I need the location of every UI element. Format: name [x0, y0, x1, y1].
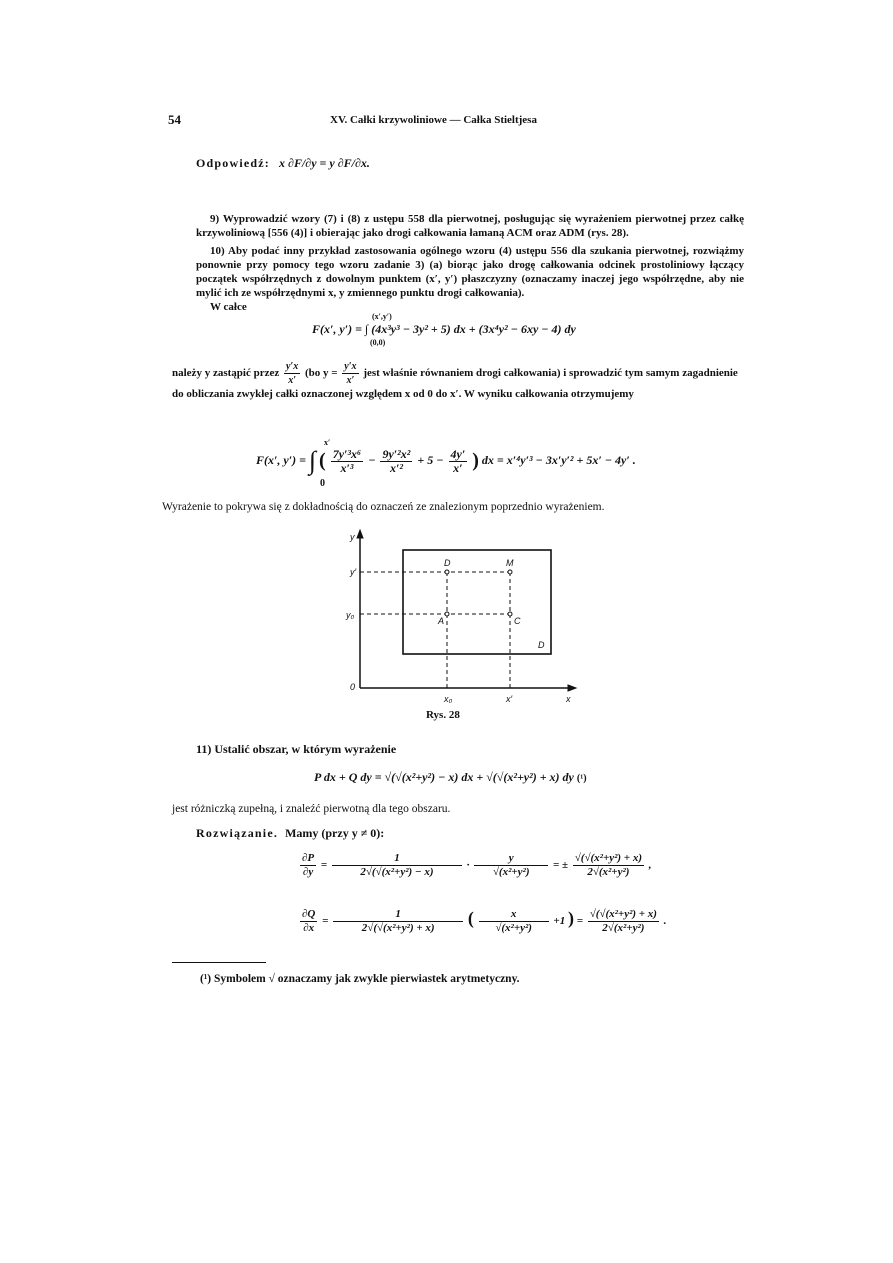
- dP-lhs-den: ∂y: [302, 866, 314, 878]
- item10-text2-a: należy y zastąpić przez: [172, 367, 280, 380]
- i2-frac2: [380, 448, 412, 475]
- label-origin: 0: [350, 682, 356, 692]
- page-number: 54: [168, 112, 181, 127]
- y-arrow: [357, 530, 363, 538]
- answer-block: [196, 156, 370, 171]
- i2-f2-num: 9y′²x²: [382, 446, 411, 461]
- i2-plus5: + 5 −: [417, 452, 444, 467]
- dQ-rhs-num: √(√(x²+y²) + x): [589, 908, 657, 920]
- x-arrow: [568, 685, 576, 691]
- item11-text2: jest różniczką zupełną, i znaleźć pierwotną dla tego obszaru.: [172, 803, 451, 815]
- label-y-axis: y: [350, 532, 355, 542]
- w-calce: W całce: [210, 301, 247, 313]
- frac-yx2-den: x′: [346, 375, 355, 386]
- integral2-rhs: dx = x′⁴y′³ − 3x′y′² + 5x′ − 4y′ .: [481, 452, 636, 467]
- footnote-rule: [172, 962, 266, 963]
- dP-f2-den: √(x²+y²): [492, 866, 530, 878]
- integral2-lower: 0: [320, 478, 325, 489]
- i2-f3-den: x′: [453, 460, 463, 475]
- figure-caption: Rys. 28: [426, 709, 460, 721]
- dQ-f1-num: 1: [333, 908, 463, 922]
- label-region-D: D: [538, 640, 545, 650]
- item10-text2-c: jest właśnie równaniem drogi całkowania) i sprowadzić tym samym zagadnienie do obliczania zwykłej całki oznaczonej względem x od 0 do x′. W wyniku całkowania otrzymujemy: [172, 367, 738, 400]
- point-M-dot: [508, 570, 512, 574]
- label-y0: y₀: [346, 610, 355, 620]
- item-9-text: 9) Wyprowadzić wzory (7) i (8) z ustępu 558 dla pierwotnej, posługując się wyrażeniem pierwotnej przez całkę krzywoliniową [556 (4)] i obierając jako drogi całkowania łamaną ACM oraz ADM (rys. 28).: [196, 213, 744, 239]
- formula-dQ-dx: $\frac{\partial Q}{\partial x}$ = $\frac{1}{\text{2√(√(x²+y²) + x)}}$ ( $\frac{x}{\text{√(x²+y²)}}$ +1 ) = $\frac{\text{√(√(x²+y²) + x)}}{\text{2√(x²+y²)}}$ .: [302, 908, 667, 934]
- label-x-axis: x: [566, 694, 571, 704]
- figure-28: [340, 528, 580, 708]
- dQ-f2-num: x: [479, 908, 549, 922]
- answer-label: Odpowiedź:: [196, 156, 271, 170]
- dP-f2-num: y: [474, 852, 548, 866]
- dQ-f1-den: 2√(√(x²+y²) + x): [361, 922, 435, 934]
- label-D: D: [444, 558, 451, 568]
- label-M: M: [506, 558, 514, 568]
- point-C-dot: [508, 612, 512, 616]
- conclusion: Wyrażenie to pokrywa się z dokładnością do oznaczeń ze znalezionym poprzednio wyrażeniem.: [162, 501, 605, 513]
- integral1-upper: (x′,y′): [372, 312, 392, 321]
- integral1: F(x′, y′) = ∫ (4x³y³ − 3y² + 5) dx + (3x⁴y² − 6xy − 4) dy: [312, 322, 576, 336]
- dQ-lhs-den: ∂x: [303, 922, 315, 934]
- label-yprime: y′: [350, 567, 357, 577]
- dQ-f2-den: √(x²+y²): [495, 922, 532, 934]
- label-x0: x₀: [444, 694, 453, 704]
- i2-f3-num: 4y′: [450, 446, 466, 461]
- label-C: C: [514, 616, 521, 626]
- integral2-lhs: F(x′, y′) =: [256, 452, 306, 467]
- point-D-dot: [445, 570, 449, 574]
- answer-formula: x ∂F/∂y = y ∂F/∂x.: [279, 156, 370, 170]
- dP-rhs-den: 2√(x²+y²): [587, 866, 630, 878]
- frac-yx2-num: y′x: [344, 361, 357, 372]
- integral2-upper: x′: [324, 438, 331, 447]
- running-title: XV. Całki krzywoliniowe — Całka Stieltjesa: [330, 114, 537, 126]
- i2-f1-den: x′³: [340, 460, 354, 475]
- item-10-text: 10) Aby podać inny przykład zastosowania ogólnego wzoru (4) ustępu 556 dla szukania pierwotnej, rozwiążmy ponownie przy pomocy tego wzoru zadanie 3) (a) biorąc jako drogę całkowania odcinek prostoliniowy łączący początek współrzędnych z dowolnym punktem (x′, y′) płaszczyzny (oznaczamy inaczej jego współrzędne, aby nie mylić ich ze współrzędnymi x, y zmiennego punktu drogi całkowania).: [196, 245, 744, 299]
- dQ-rhs-den: 2√(x²+y²): [602, 922, 645, 934]
- integral1-lower: (0,0): [370, 338, 386, 347]
- point-A-dot: [445, 612, 449, 616]
- frac-yx: [284, 360, 300, 387]
- solution-text: Mamy (przy y ≠ 0):: [285, 826, 385, 840]
- i2-frac1: [331, 448, 363, 475]
- dP-f1-num: 1: [332, 852, 462, 866]
- i2-f2-den: x′²: [389, 460, 403, 475]
- footnote-ref: (¹): [576, 773, 587, 784]
- solution-line: [196, 826, 384, 841]
- item10-line2: [172, 360, 752, 401]
- item-11-text: 11) Ustalić obszar, w którym wyrażenie: [196, 742, 397, 756]
- region-rect: [403, 550, 551, 654]
- i2-f1-num: 7y′³x⁶: [332, 446, 362, 461]
- integral2: F(x′, y′) = ∫ ( $\frac{\text{7y′³x⁶}}{\text{x′³}}$ − $\frac{\text{9y′²x²}}{\text{x′²}}$ + 5 − $\frac{4y'}{x'}$ ) dx = x′⁴y′³ − 3x′y′² + 5x′ − 4y′ .: [256, 446, 636, 475]
- footnote-text: (¹) Symbolem √ oznaczamy jak zwykle pierwiastek arytmetyczny.: [200, 973, 520, 985]
- item11-formula: [314, 770, 587, 785]
- dQ-lhs-num: ∂Q: [302, 908, 316, 920]
- frac-yx-num: y′x: [285, 361, 299, 372]
- label-xprime: x′: [506, 694, 513, 704]
- formula-dP-dy: $\frac{\partial P}{\partial y}$ = $\frac{1}{\text{2√(√(x²+y²) − x)}}$ · $\frac{y}{\text{√(x²+y²)}}$ = ± $\frac{\text{√(√(x²+y²) + x)}}{\text{2√(x²+y²)}}$ ,: [302, 852, 652, 878]
- solution-label: Rozwiązanie.: [196, 826, 279, 840]
- dP-f1-den: 2√(√(x²+y²) − x): [360, 866, 434, 878]
- label-A: A: [438, 616, 445, 626]
- item10-text2-b: (bo y =: [304, 367, 338, 380]
- frac-yx-2: [342, 360, 358, 387]
- dP-lhs-num: ∂P: [302, 852, 315, 864]
- frac-yx-den: x′: [288, 375, 296, 386]
- i2-frac3: [449, 448, 468, 475]
- dP-rhs-num: √(√(x²+y²) + x): [574, 852, 642, 864]
- item11-formula-text: P dx + Q dy = √(√(x²+y²) − x) dx + √(√(x²+y²) + x) dy: [314, 770, 574, 784]
